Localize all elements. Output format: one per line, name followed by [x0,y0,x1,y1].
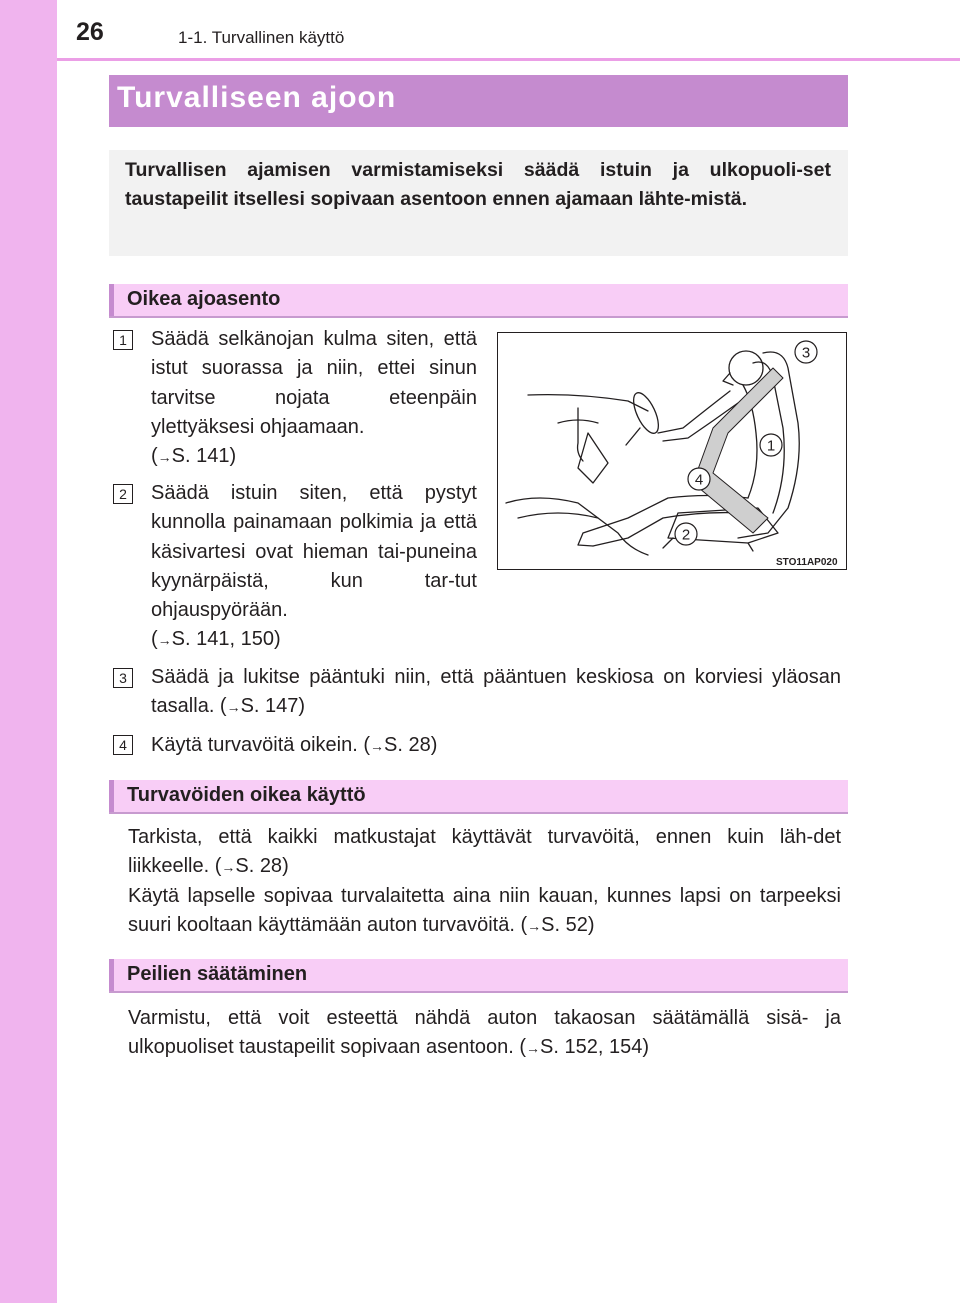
arrow-icon: → [226,699,241,716]
item-number: 3 [113,668,133,688]
main-title-bar [109,75,848,127]
page-reference[interactable]: S. 28 [235,855,283,878]
paragraph [128,823,841,883]
figure-code: STO11AP020 [776,557,838,568]
paren-close: ) [587,914,595,937]
item-number: 4 [113,735,133,755]
item-text: Säädä selkänojan kulma siten, että istut suorassa ja niin, ettei sinun tarvitse nojata eteenpäin ylettyäksesi ohjaamaan. [151,328,477,438]
page-reference[interactable]: S. 52 [541,914,588,937]
subheading-bar [109,284,848,318]
paragraph-text: Tarkista, että kaikki matkustajat käyttävät turvavöitä, ennen kuin läh-det liikkeelle. ( [128,826,841,878]
subheading: Turvavöiden oikea käyttö [127,784,366,806]
list-item [151,325,477,472]
callout-label: 2 [681,526,691,544]
paren-close: ) [642,1036,650,1059]
driver-seat-illustration [498,333,846,569]
paren-close: ) [282,855,289,878]
callout-label: 1 [766,437,776,455]
item-text: Säädä istuin siten, että pystyt kunnolla painamaan polkimia ja että käsivartesi ovat hieman tai-puneina kyynärpäistä, kun tar-tut ohjauspyörään. [151,482,477,622]
paragraph [128,882,841,942]
paren-open: ( [151,445,158,468]
subheading: Oikea ajoasento [127,288,281,310]
arrow-icon: → [157,449,172,466]
callout-label: 4 [694,471,704,489]
header-rule [57,58,960,61]
paren-close: ) [298,695,306,718]
subheading-bar [109,959,848,993]
paragraph-text: Käytä lapselle sopivaa turvalaitetta aina niin kauan, kunnes lapsi on tarpeeksi suuri kooltaan käyttämään auton turvavöitä. ( [128,885,841,937]
page-reference[interactable]: S. 141, 150 [171,628,274,651]
intro-text: Turvallisen ajamisen varmistamiseksi säädä istuin ja ulkopuoli-set taustapeilit itsellesi sopivaan asentoon ennen ajamaan lähte-mistä. [125,159,831,210]
subheading-bar [109,780,848,814]
paren-close: ) [229,445,237,468]
page-title: Turvalliseen ajoon [117,81,397,114]
list-item [151,731,841,761]
callout-label: 3 [801,344,811,362]
paren-open: ( [151,628,158,651]
page-reference[interactable]: S. 28 [384,734,431,756]
paren-close: ) [273,628,281,651]
page-reference[interactable]: S. 152, 154 [540,1036,643,1059]
driving-position-figure [497,332,847,570]
list-item [151,663,841,723]
section-header: 1-1. Turvallinen käyttö [178,28,345,47]
list-item [151,479,477,656]
arrow-icon: → [370,738,384,754]
item-number: 2 [113,484,133,504]
page-reference[interactable]: S. 141 [171,445,230,468]
page-reference[interactable]: S. 147 [240,695,299,718]
intro-box [109,150,848,256]
item-text: Säädä ja lukitse pääntuki niin, että pääntuen keskiosa on korviesi yläosan tasalla. ( [151,666,841,718]
page-number: 26 [76,18,104,46]
item-text: Käytä turvavöitä oikein. ( [151,734,370,756]
arrow-icon: → [526,1040,541,1057]
paragraph-text: Varmistu, että voit esteettä nähdä auton takaosan säätämällä sisä- ja ulkopuoliset taustapeilit sopivaan asentoon. ( [128,1007,841,1059]
item-number: 1 [113,330,133,350]
side-tab [0,0,57,1303]
paragraph [128,1004,841,1064]
subheading: Peilien säätäminen [127,963,308,985]
arrow-icon: → [157,632,172,649]
paren-close: ) [430,734,438,756]
arrow-icon: → [527,918,542,935]
arrow-icon: → [221,859,236,876]
